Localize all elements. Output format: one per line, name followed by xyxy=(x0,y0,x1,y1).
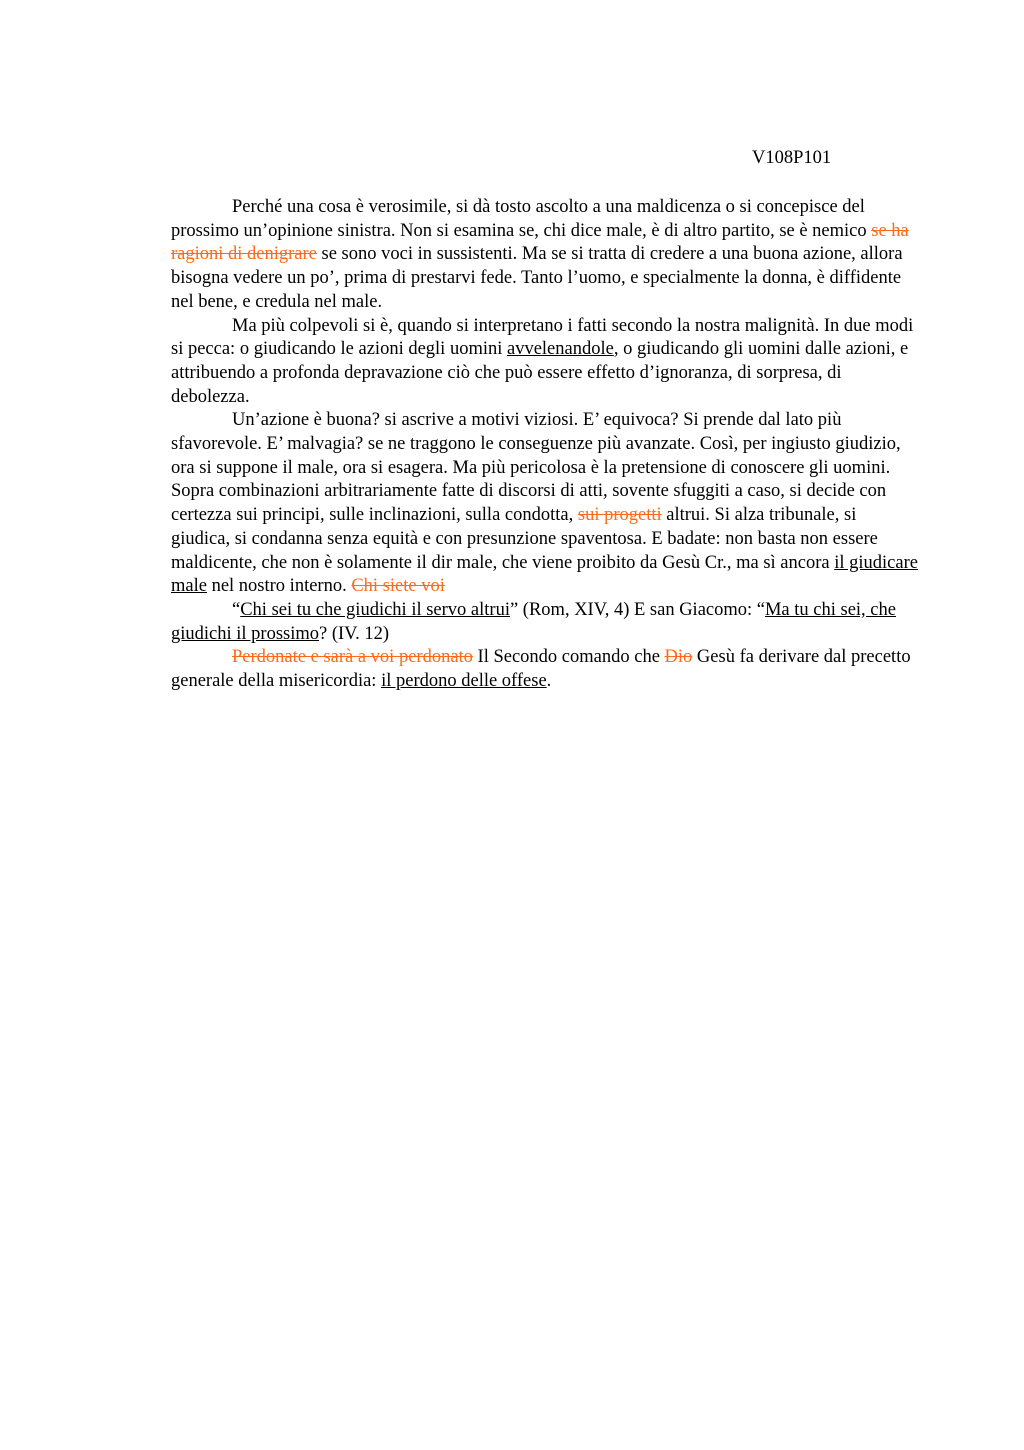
paragraph-text: se sono voci in sussistenti. Ma se si tratta di credere a una buona azione, allora bisogna vedere un po’, prima di prestarvi fede. Tanto l’uomo, e specialmente la donna, è diffidente nel bene, e credula nel male. xyxy=(171,244,903,312)
paragraph-4 xyxy=(171,599,919,646)
paragraph-1 xyxy=(171,196,919,315)
paragraph-5 xyxy=(171,646,919,693)
underlined-text: il perdono delle offese xyxy=(381,671,547,692)
paragraph-text: nel nostro interno. xyxy=(206,576,352,597)
paragraph-text: Ma più colpevoli si è, quando si interpretano i fatti secondo la nostra malignità. In due modi si pecca: o giudicando le azioni degli uomini xyxy=(171,315,914,360)
quote-mark: “ xyxy=(232,599,241,620)
struck-text: Perdonate e sarà a voi perdonato xyxy=(232,647,473,668)
underlined-text: avvelenandole xyxy=(507,339,614,360)
page-identifier: V108P101 xyxy=(752,148,832,168)
struck-text: sui progetti xyxy=(577,505,662,526)
paragraph-2 xyxy=(171,315,919,410)
struck-text: se ha ragioni di denigrare xyxy=(171,220,909,265)
document-body xyxy=(171,196,919,694)
underlined-quote: Ma tu chi sei, che giudichi il prossimo xyxy=(171,599,896,644)
paragraph-3 xyxy=(171,409,919,599)
struck-text: Dio xyxy=(664,647,693,668)
underlined-text: il giudicare male xyxy=(171,552,918,597)
paragraph-text: altrui. Si alza tribunale, si giudica, si condanna senza equità e con presunzione spaventosa. E badate: non basta non essere maldicente, che non è solamente il dir male, che viene proibito da Gesù Cr., ma sì ancora xyxy=(171,505,878,573)
paragraph-text: ? (IV. 12) xyxy=(319,623,390,644)
paragraph-text: . xyxy=(546,671,552,692)
paragraph-text: Un’azione è buona? si ascrive a motivi viziosi. E’ equivoca? Si prende dal lato più sfavorevole. E’ malvagia? se ne traggono le conseguenze più avanzate. Così, per ingiusto giudizio, ora si suppone il male, ora si esagera. Ma più pericolosa è la pretensione di conoscere gli uomini. Sopra combinazioni arbitrariamente fatte di discorsi di atti, sovente sfuggiti a caso, si decide con certezza sui principi, sulle inclinazioni, sulla condotta, xyxy=(171,410,901,526)
paragraph-text: Gesù fa derivare dal precetto generale della misericordia: xyxy=(171,647,911,692)
paragraph-text: , o giudicando gli uomini dalle azioni, e attribuendo a profonda depravazione ciò che può essere effetto d’ignoranza, di sorpresa, di debolezza. xyxy=(171,339,909,407)
paragraph-text: Perché una cosa è verosimile, si dà tosto ascolto a una maldicenza o si concepisce del prossimo un’opinione sinistra. Non si esamina se, chi dice male, è di altro partito, se è nemico xyxy=(171,197,872,241)
paragraph-text: Il Secondo comando che xyxy=(472,647,665,668)
underlined-quote: Chi sei tu che giudichi il servo altrui xyxy=(240,599,510,620)
struck-text: Chi siete voi xyxy=(351,576,445,597)
paragraph-text: ” (Rom, XIV, 4) E san Giacomo: “ xyxy=(509,599,765,620)
